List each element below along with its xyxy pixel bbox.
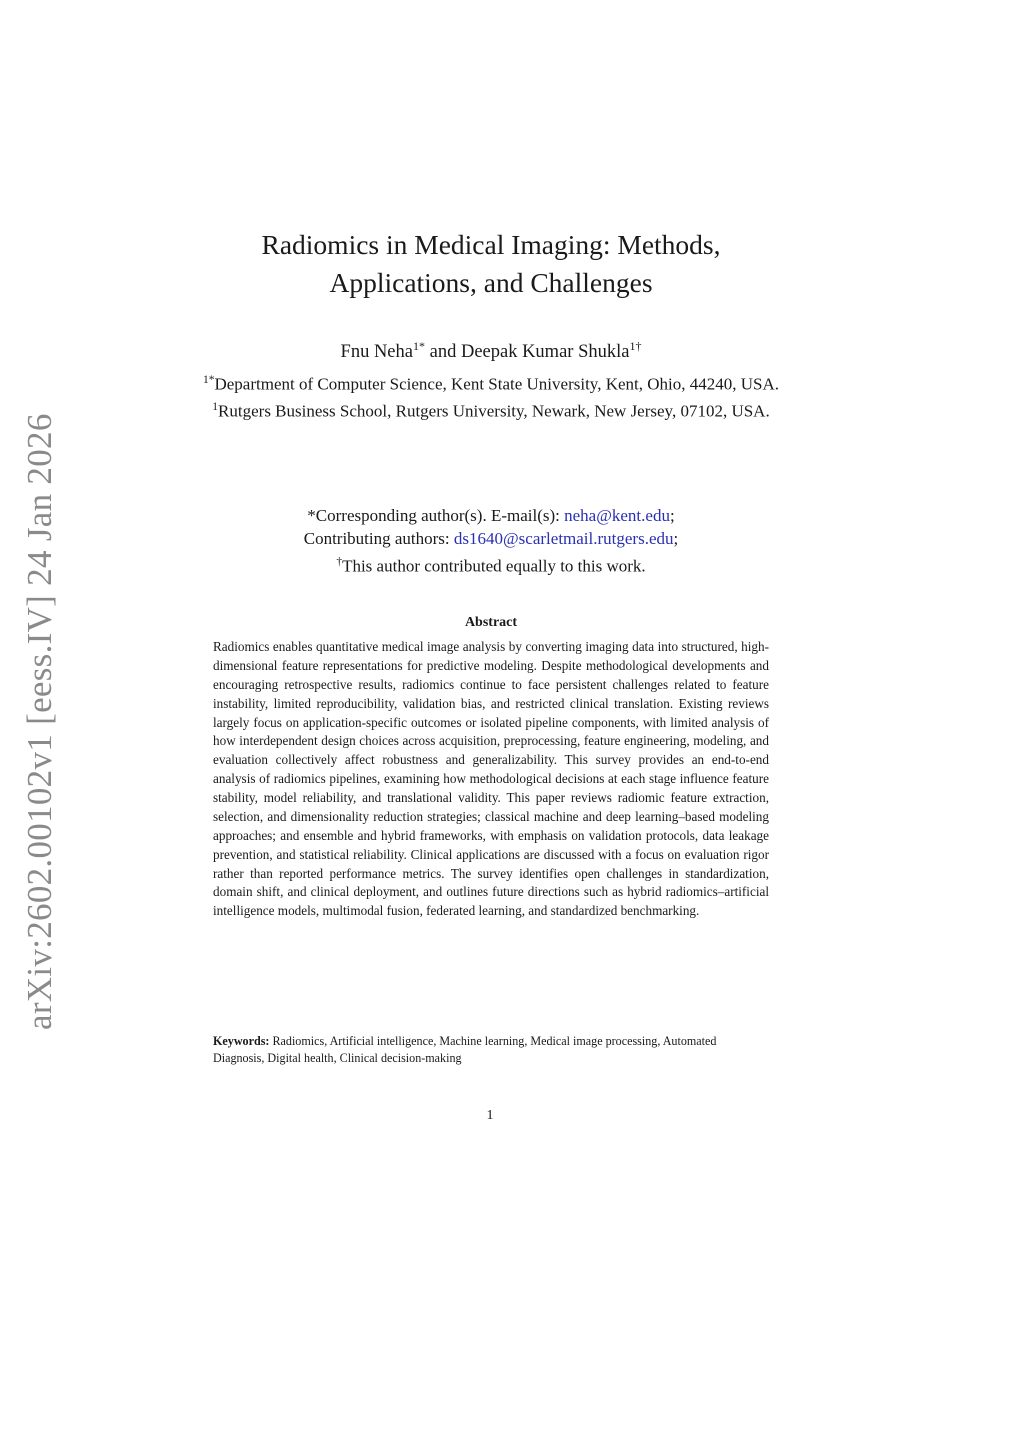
author-connector: and: [424, 342, 461, 363]
contributing-email-link[interactable]: ds1640@scarletmail.rutgers.edu: [453, 529, 674, 549]
author-1-name: Fnu Neha: [340, 342, 413, 363]
keywords-text: Radiomics, Artificial intelligence, Machine learning, Medical image processing, Automated Diagnosis, Digital health, Clinical decision-making: [213, 1034, 720, 1065]
abstract-body: Radiomics enables quantitative medical image analysis by converting imaging data into structured, high-dimensional feature representations for predictive modeling. Despite methodological developments and encouraging retrospective results, radiomics continue to face persistent challenges related to feature instability, limited reproducibility, validation bias, and restricted clinical translation. Existing reviews largely focus on application-specific outcomes or isolated pipeline components, with limited analysis of how interdependent design choices across acquisition, preprocessing, feature engineering, modeling, and evaluation collectively affect robustness and generalizability. This survey provides an end-to-end analysis of radiomics pipelines, examining how methodological decisions at each stage influence feature stability, model reliability, and translational validity. This paper reviews radiomic feature extraction, selection, and dimensionality reduction strategies; classical machine and deep learning–based modeling approaches; and ensemble and hybrid frameworks, with emphasis on validation protocols, data leakage prevention, and statistical reliability. Clinical applications are discussed with a focus on evaluation rigor rather than reported performance metrics. The survey identifies open challenges in standardization, domain shift, and clinical deployment, and outlines future directions such as hybrid radiomics–artificial intelligence models, multimodal fusion, federated learning, and standardized benchmarking.: [213, 639, 769, 919]
affiliations: [180, 369, 802, 423]
affiliation-2-text: Rutgers Business School, Rutgers University, Newark, New Jersey, 07102, USA.: [218, 401, 770, 421]
author-2-mark: 1†: [629, 339, 642, 353]
affiliation-2: [180, 396, 802, 423]
contributing-authors-line: [180, 527, 802, 550]
contributing-prefix: Contributing authors:: [303, 529, 454, 549]
author-2-name: Deepak Kumar Shukla: [460, 342, 630, 363]
corresponding-author-line: [180, 504, 802, 527]
affiliation-1-mark: 1*: [202, 374, 215, 386]
contributing-suffix: ;: [673, 529, 679, 549]
arxiv-identifier-stamp: arXiv:2602.00102v1 [eess.IV] 24 Jan 2026: [20, 413, 59, 1030]
title-line-1: Radiomics in Medical Imaging: Methods,: [261, 229, 721, 260]
page-number: 1: [486, 1108, 494, 1123]
equal-contribution-mark: †: [336, 555, 343, 568]
paper-title: [212, 226, 770, 302]
corresponding-prefix: *Corresponding author(s). E-mail(s):: [307, 506, 565, 525]
corresponding-email-link[interactable]: neha@kent.edu: [564, 506, 670, 525]
contact-info: [180, 504, 802, 578]
keywords-label: Keywords:: [213, 1034, 270, 1048]
author-1-mark: 1*: [412, 339, 425, 353]
affiliation-1: [180, 369, 802, 396]
abstract-heading: Abstract: [464, 615, 518, 630]
equal-contribution-line: [180, 551, 802, 578]
equal-contribution-text: This author contributed equally to this work.: [342, 556, 646, 576]
keywords: [213, 1033, 769, 1066]
author-list: [212, 333, 770, 365]
title-line-2: Applications, and Challenges: [329, 267, 653, 298]
affiliation-2-mark: 1: [212, 400, 219, 413]
affiliation-1-text: Department of Computer Science, Kent State University, Kent, Ohio, 44240, USA.: [214, 374, 779, 394]
corresponding-suffix: ;: [669, 506, 675, 525]
